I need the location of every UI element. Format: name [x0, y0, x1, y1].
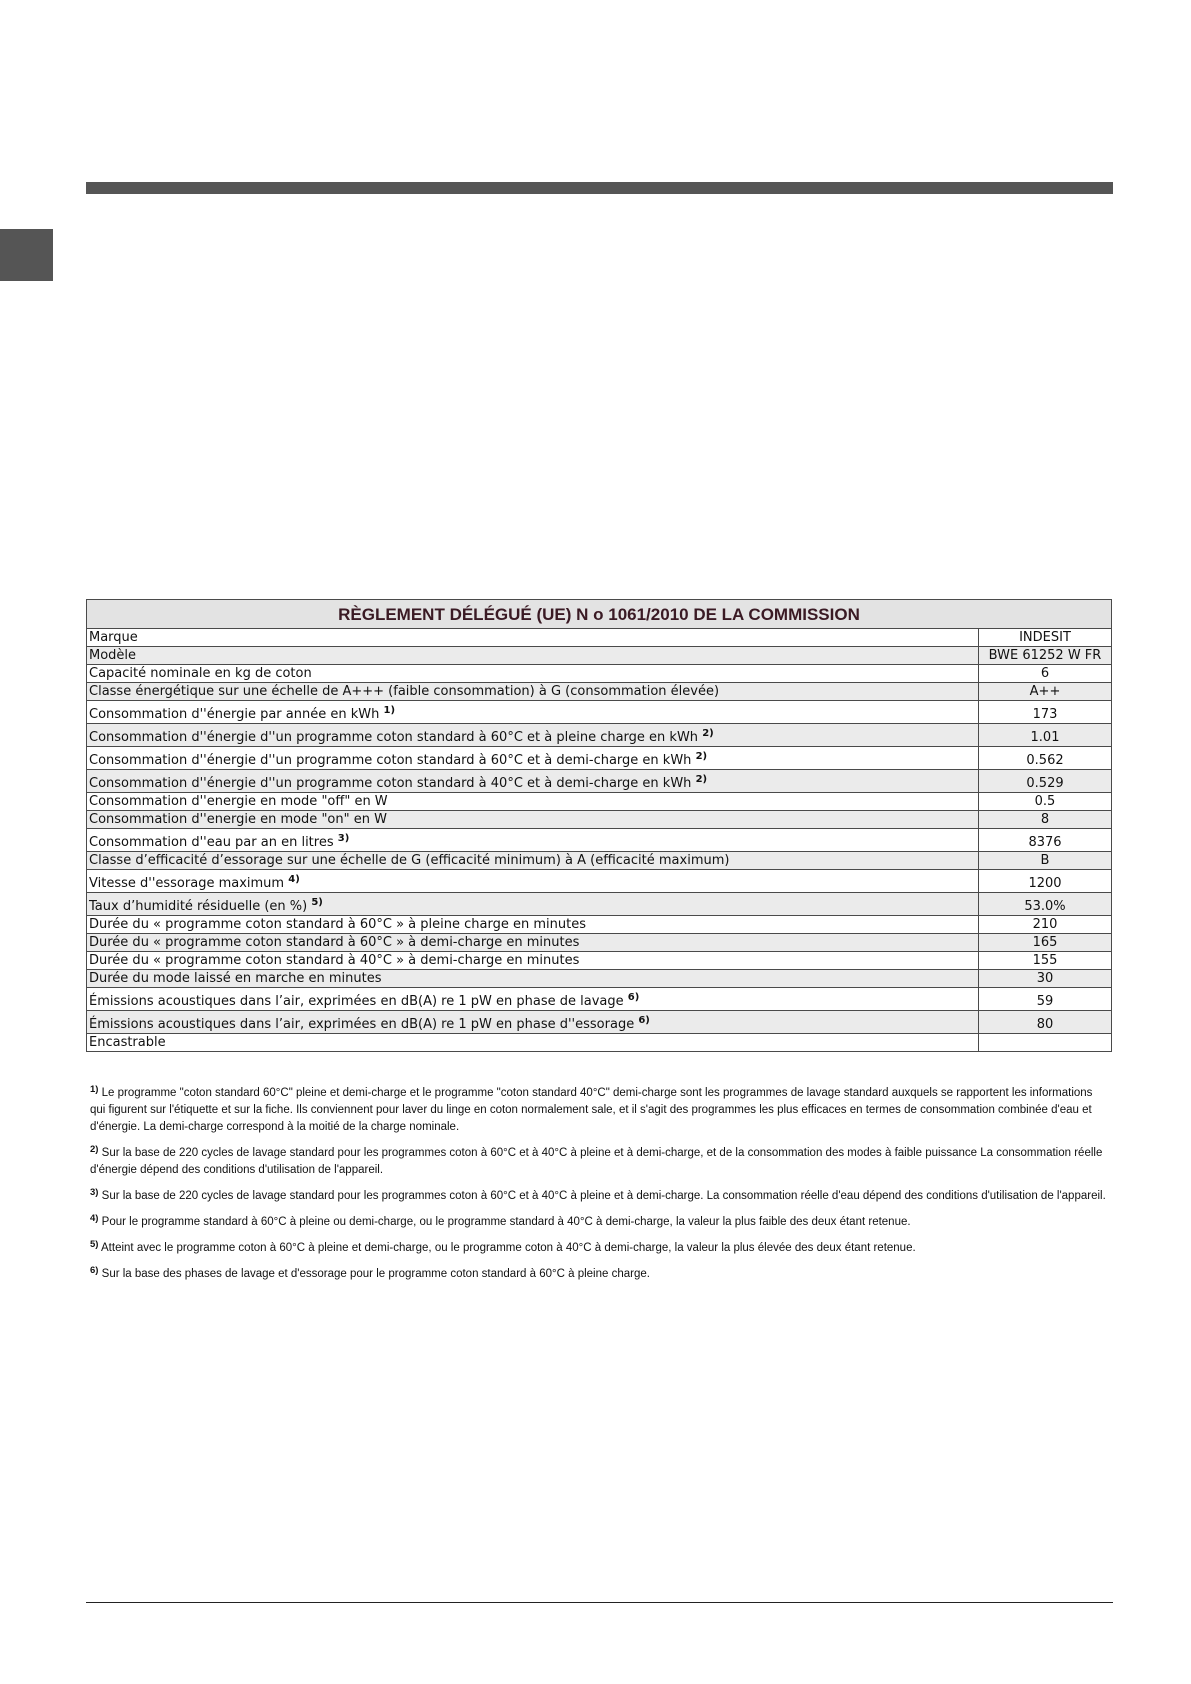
footnote-marker: 1): [90, 1084, 99, 1095]
row-label: Capacité nominale en kg de coton: [87, 665, 979, 683]
table-row: [87, 747, 1112, 770]
row-value: 8: [979, 811, 1112, 829]
footer-divider-line: [86, 1602, 1113, 1603]
table-row: [87, 934, 1112, 952]
table-row: [87, 970, 1112, 988]
row-label: Consommation d''energie en mode "off" en W: [87, 793, 979, 811]
language-tab-marker: [0, 229, 53, 281]
row-value: A++: [979, 683, 1112, 701]
table-row: [87, 811, 1112, 829]
table-row: [87, 683, 1112, 701]
regulation-table: [86, 599, 1112, 1052]
table-row: [87, 647, 1112, 665]
table-row: [87, 770, 1112, 793]
row-label: Émissions acoustiques dans l’air, exprimées en dB(A) re 1 pW en phase de lavage $^{6)}$: [87, 988, 979, 1011]
row-label: Consommation d''énergie par année en kWh $^{1)}$: [87, 701, 979, 724]
row-value: INDESIT: [979, 629, 1112, 647]
table-row: [87, 629, 1112, 647]
footnote-ref: 4): [288, 874, 300, 885]
table-row: [87, 701, 1112, 724]
table-row: [87, 852, 1112, 870]
row-label: Vitesse d''essorage maximum $^{4)}$: [87, 870, 979, 893]
footnote-marker: 6): [90, 1265, 99, 1276]
row-label: Durée du « programme coton standard à 60°C » à demi-charge en minutes: [87, 934, 979, 952]
row-label: Durée du « programme coton standard à 60°C » à pleine charge en minutes: [87, 916, 979, 934]
row-value: [979, 1034, 1112, 1052]
row-label: Durée du « programme coton standard à 40°C » à demi-charge en minutes: [87, 952, 979, 970]
footnote: $^{2)}$ Sur la base de 220 cycles de lavage standard pour les programmes coton à 60°C et à 40°C à pleine et à demi-charge, et de la consommation des modes à faible puissance La consommation réelle d'énergie dépend des conditions d'utilisation de l'appareil.: [90, 1144, 1103, 1176]
row-label: Consommation d''énergie d''un programme coton standard à 60°C et à demi-charge en kWh $^{2)}$: [87, 747, 979, 770]
row-value: 59: [979, 988, 1112, 1011]
row-value: 53.0%: [979, 893, 1112, 916]
row-label: Encastrable: [87, 1034, 979, 1052]
footnote-ref: 5): [311, 897, 323, 908]
row-value: 0.5: [979, 793, 1112, 811]
row-value: 1200: [979, 870, 1112, 893]
table-title-row: [87, 600, 1112, 629]
row-label: Consommation d''énergie d''un programme coton standard à 60°C et à pleine charge en kWh $^{2)}$: [87, 724, 979, 747]
row-label: Modèle: [87, 647, 979, 665]
footnote-ref: 6): [638, 1015, 650, 1026]
table-row: [87, 893, 1112, 916]
header-divider-bar: [86, 182, 1113, 194]
footnote-ref: 2): [702, 728, 714, 739]
table-row: [87, 988, 1112, 1011]
footnote-marker: 5): [90, 1239, 99, 1250]
row-label: Consommation d''energie en mode "on" en W: [87, 811, 979, 829]
row-label: Classe d’efficacité d’essorage sur une échelle de G (efficacité minimum) à A (efficacité maximum): [87, 852, 979, 870]
row-value: 155: [979, 952, 1112, 970]
row-value: 165: [979, 934, 1112, 952]
row-label: Classe énergétique sur une échelle de A+++ (faible consommation) à G (consommation élevée): [87, 683, 979, 701]
row-value: 6: [979, 665, 1112, 683]
footnote-ref: 1): [383, 705, 396, 716]
table-row: [87, 1011, 1112, 1034]
table-row: [87, 665, 1112, 683]
footnote-ref: 3): [337, 833, 350, 844]
row-label: Marque: [87, 629, 979, 647]
footnote: $^{5)}$ Atteint avec le programme coton à 60°C à pleine et demi-charge, ou le programme coton à 40°C à demi-charge, la valeur la plus élevée des deux étant retenue.: [90, 1239, 916, 1254]
footnote-ref: 6): [627, 992, 640, 1003]
row-value: 1.01: [979, 724, 1112, 747]
row-label: Émissions acoustiques dans l’air, exprimées en dB(A) re 1 pW en phase d''essorage $^{6)}$: [87, 1011, 979, 1034]
row-value: 80: [979, 1011, 1112, 1034]
table-row: [87, 829, 1112, 852]
table-row: [87, 1034, 1112, 1052]
table-row: [87, 724, 1112, 747]
footnotes: [90, 1085, 1110, 1292]
footnote-ref: 2): [695, 751, 708, 762]
row-value: BWE 61252 W FR: [979, 647, 1112, 665]
table-title: RÈGLEMENT DÉLÉGUÉ (UE) N o 1061/2010 DE LA COMMISSION: [87, 600, 1112, 629]
row-value: 0.562: [979, 747, 1112, 770]
row-value: 8376: [979, 829, 1112, 852]
row-label: Durée du mode laissé en marche en minutes: [87, 970, 979, 988]
table-row: [87, 916, 1112, 934]
row-label: Consommation d''énergie d''un programme coton standard à 40°C et à demi-charge en kWh $^{2)}$: [87, 770, 979, 793]
row-value: 210: [979, 916, 1112, 934]
row-value: 30: [979, 970, 1112, 988]
table-row: [87, 870, 1112, 893]
footnote-marker: 3): [90, 1187, 99, 1198]
footnote: $^{1)}$ Le programme "coton standard 60°C" pleine et demi-charge et le programme "coton standard 40°C" demi-charge sont les programmes de lavage standard auxquels se rapportent les informations qui figurent sur l'étiquette et sur la fiche. Ils conviennent pour laver du linge en coton normalement sale, et il s'agit des programmes les plus efficaces en termes de consommation combinée d'eau et d'énergie. La demi-charge correspond à la moitié de la charge nominale.: [90, 1084, 1093, 1133]
row-value: 0.529: [979, 770, 1112, 793]
footnote: $^{6)}$ Sur la base des phases de lavage et d'essorage pour le programme coton standard à 60°C à pleine charge.: [90, 1265, 650, 1280]
row-label: Consommation d''eau par an en litres $^{3)}$: [87, 829, 979, 852]
row-value: 173: [979, 701, 1112, 724]
footnote-marker: 2): [90, 1144, 99, 1155]
table-row: [87, 952, 1112, 970]
row-label: Taux d’humidité résiduelle (en %) $^{5)}$: [87, 893, 979, 916]
table-row: [87, 793, 1112, 811]
footnote: $^{4)}$ Pour le programme standard à 60°C à pleine ou demi-charge, ou le programme standard à 40°C à demi-charge, la valeur la plus faible des deux étant retenue.: [90, 1213, 911, 1228]
footnote-marker: 4): [90, 1213, 99, 1224]
footnote: $^{3)}$ Sur la base de 220 cycles de lavage standard pour les programmes coton à 60°C et à 40°C à pleine et à demi-charge. La consommation réelle d'eau dépend des conditions d'utilisation de l'appareil.: [90, 1187, 1106, 1202]
row-value: B: [979, 852, 1112, 870]
footnote-ref: 2): [695, 774, 708, 785]
